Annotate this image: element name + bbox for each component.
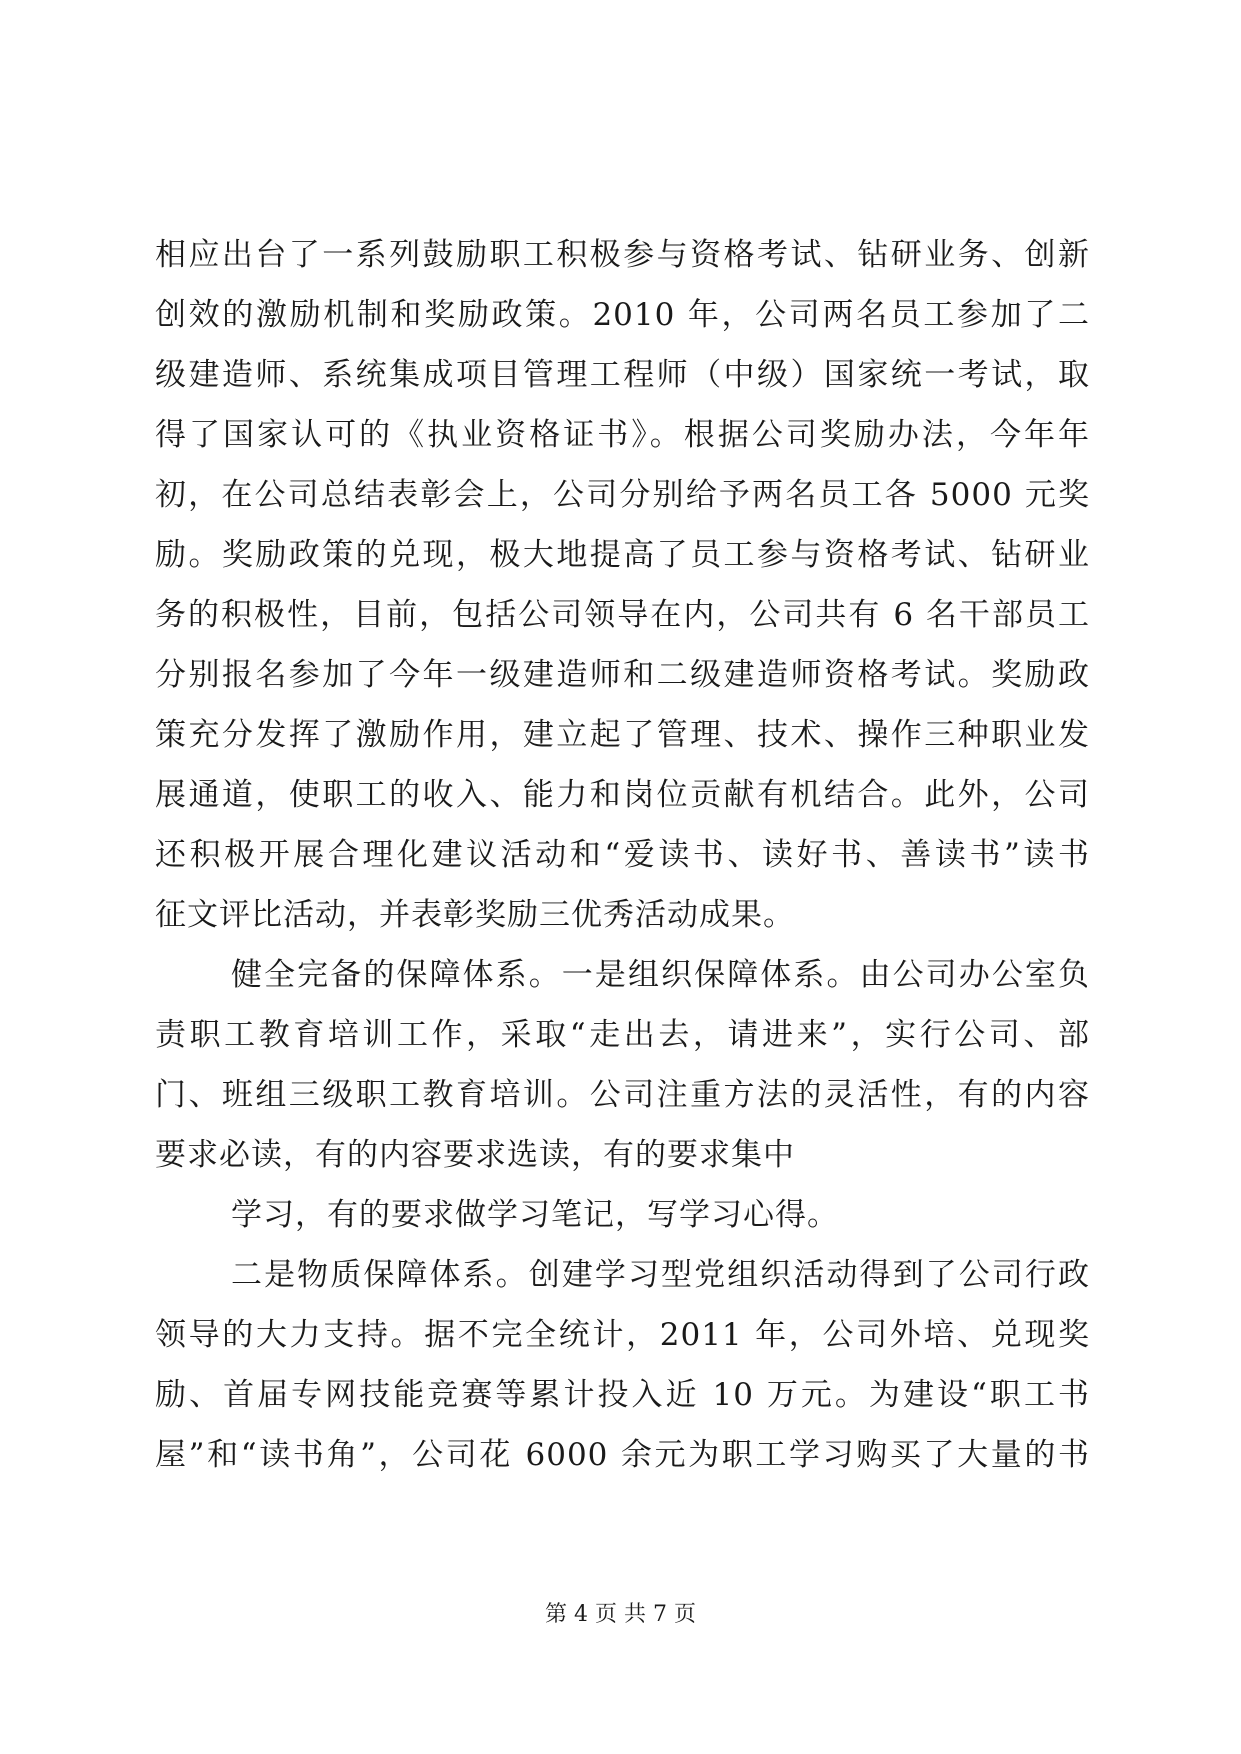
text-line: 征文评比活动，并表彰奖励三优秀活动成果。 [155,897,795,933]
text-line: 初，在公司总结表彰会上，公司分别给予两名员工各 5000 元奖 [155,477,1090,513]
page-number-footer: 第 4 页 共 7 页 [545,1602,696,1627]
text-line: 得了国家认可的《执业资格证书》。根据公司奖励办法，今年年 [155,417,1090,453]
text-line: 分别报名参加了今年一级建造师和二级建造师资格考试。奖励政 [155,657,1090,693]
paragraph-first-line: 学习，有的要求做学习笔记，写学习心得。 [231,1197,839,1233]
body-text [155,225,1090,1485]
text-line: 励、首届专网技能竞赛等累计投入近 10 万元。为建设“职工书 [155,1377,1090,1413]
text-line: 还积极开展合理化建议活动和“爱读书、读好书、善读书”读书 [155,837,1090,873]
text-line: 要求必读，有的内容要求选读，有的要求集中 [155,1137,795,1173]
text-line: 励。奖励政策的兑现，极大地提高了员工参与资格考试、钻研业 [155,537,1090,573]
text-line: 务的积极性，目前，包括公司领导在内，公司共有 6 名干部员工 [155,597,1090,633]
text-line: 门、班组三级职工教育培训。公司注重方法的灵活性，有的内容 [155,1077,1090,1113]
text-line: 级建造师、系统集成项目管理工程师（中级）国家统一考试，取 [155,357,1090,393]
paragraph-first-line: 健全完备的保障体系。一是组织保障体系。由公司办公室负 [231,957,1090,993]
text-line: 屋”和“读书角”，公司花 6000 余元为职工学习购买了大量的书 [155,1437,1090,1473]
text-line: 创效的激励机制和奖励政策。2010 年，公司两名员工参加了二 [155,297,1090,333]
text-line: 策充分发挥了激励作用，建立起了管理、技术、操作三种职业发 [155,717,1090,753]
text-line: 展通道，使职工的收入、能力和岗位贡献有机结合。此外，公司 [155,777,1090,813]
text-line: 相应出台了一系列鼓励职工积极参与资格考试、钻研业务、创新 [155,237,1090,273]
text-line: 领导的大力支持。据不完全统计，2011 年，公司外培、兑现奖 [155,1317,1090,1353]
text-line: 责职工教育培训工作，采取“走出去，请进来”，实行公司、部 [155,1017,1090,1053]
paragraph-first-line: 二是物质保障体系。创建学习型党组织活动得到了公司行政 [231,1257,1090,1293]
